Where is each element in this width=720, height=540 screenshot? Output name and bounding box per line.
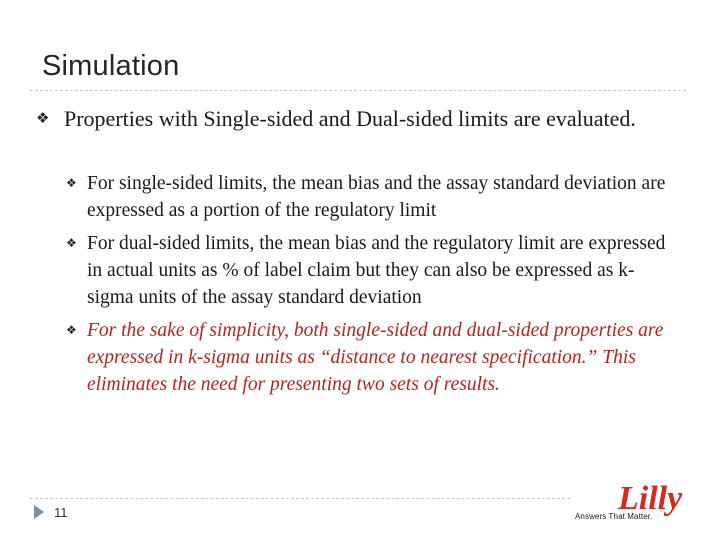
sub-bullet-marker-icon: ❖ [66, 323, 77, 337]
sub-bullet-marker-icon: ❖ [66, 236, 77, 250]
slide-title: Simulation [42, 50, 180, 82]
page-number: 11 [54, 505, 68, 520]
sub-bullet-dual-sided: For dual-sided limits, the mean bias and the regulatory limit are expressed in actual units as % of label claim but they can also be expressed as k-sigma units of the assay standard deviation [87, 233, 666, 308]
lilly-logo-script: Lilly [618, 480, 683, 517]
title-divider [30, 90, 686, 91]
brand-tagline: Answers That Matter. [575, 512, 653, 521]
sub-bullet-single-sided: For single-sided limits, the mean bias and the assay standard deviation are expressed as a portion of the regulatory limit [87, 173, 666, 221]
sub-bullet-marker-icon: ❖ [66, 176, 77, 190]
bullet-marker-icon: ❖ [36, 109, 50, 127]
main-bullet-text: Properties with Single-sided and Dual-sided limits are evaluated. [64, 106, 636, 131]
footer-divider [30, 498, 570, 499]
page-arrow-icon [34, 505, 44, 519]
sub-bullet-simplicity-note: For the sake of simplicity, both single-sided and dual-sided properties are expressed in k-sigma units as “distance to nearest specification.” This eliminates the need for presenting two sets of results. [87, 320, 664, 395]
